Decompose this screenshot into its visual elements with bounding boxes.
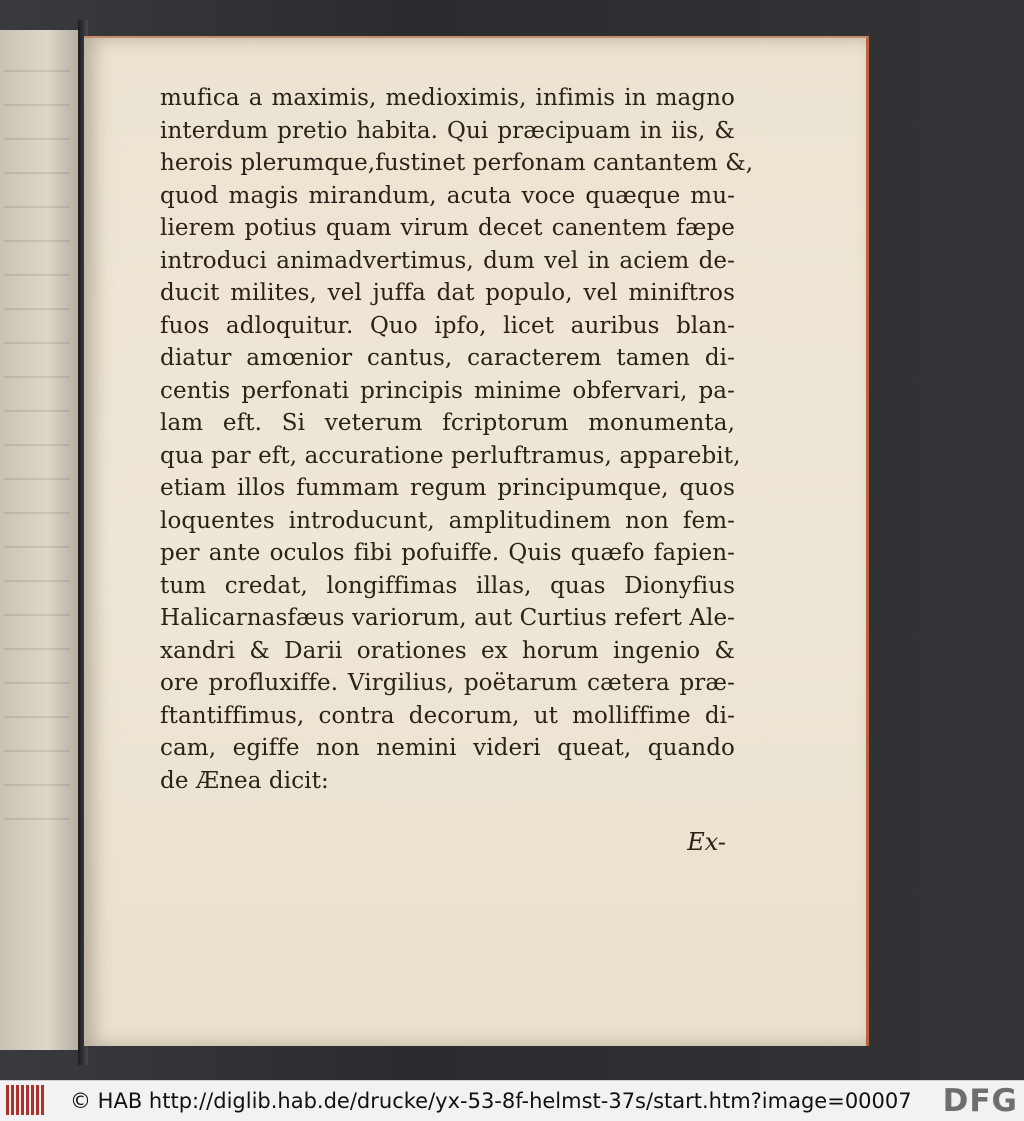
text-line: ftantiffimus, contra decorum, ut molliffime di-	[160, 702, 735, 729]
page-text-block	[160, 82, 754, 797]
text-line: interdum pretio habita. Qui præcipuam in iis, &	[160, 117, 735, 144]
text-line: mufica a maximis, medioximis, infimis in magno	[160, 85, 735, 111]
text-line: introduci animadvertimus, dum vel in aciem de-	[160, 247, 735, 274]
catchword: Ex-	[687, 828, 726, 856]
text-line: diatur amœnior cantus, caracterem tamen di-	[160, 345, 735, 371]
text-line: fuos adloquitur. Quo ipfo, licet auribus blan-	[160, 312, 735, 339]
text-line: per ante oculos fibi pofuiffe. Quis quæfo fapien-	[160, 540, 735, 566]
text-line: cam, egiffe non nemini videri queat, quando	[160, 735, 735, 761]
text-line: lierem potius quam virum decet canentem fæpe	[160, 215, 735, 241]
text-line: xandri & Darii orationes ex horum ingenio &	[160, 637, 735, 664]
previous-page-edge	[0, 30, 80, 1050]
text-line: Halicarnasfæus variorum, aut Curtius refert Ale-	[160, 605, 736, 631]
text-line: loquentes introducunt, amplitudinem non fem-	[160, 507, 735, 534]
text-line: centis perfonati principis minime obfervari, pa-	[160, 377, 735, 404]
book-page	[84, 36, 869, 1046]
previous-page-text-shadow	[4, 70, 70, 830]
text-line: ducit milites, vel juffa dat populo, vel miniftros	[160, 280, 735, 306]
attribution-link[interactable]: © HAB http://diglib.hab.de/drucke/yx-53-8f-helmst-37s/start.htm?image=00007	[70, 1089, 912, 1113]
dfg-logo: DFG	[939, 1083, 1018, 1119]
text-line: herois plerumque,fustinet perfonam cantantem &,	[160, 150, 754, 176]
attribution-footer	[0, 1080, 1024, 1121]
text-line: lam eft. Si veterum fcriptorum monumenta,	[160, 410, 735, 436]
text-line: tum credat, longiffimas illas, quas Dionyfius	[160, 572, 735, 599]
barcode-icon	[6, 1085, 44, 1115]
text-line: de Ænea dicit:	[160, 767, 329, 794]
text-line: qua par eft, accuratione perluftramus, apparebit,	[160, 442, 741, 469]
text-line: quod magis mirandum, acuta voce quæque mu-	[160, 182, 735, 209]
text-line: etiam illos fummam regum principumque, quos	[160, 475, 735, 501]
text-line: ore profluxiffe. Virgilius, poëtarum cætera præ-	[160, 670, 735, 696]
